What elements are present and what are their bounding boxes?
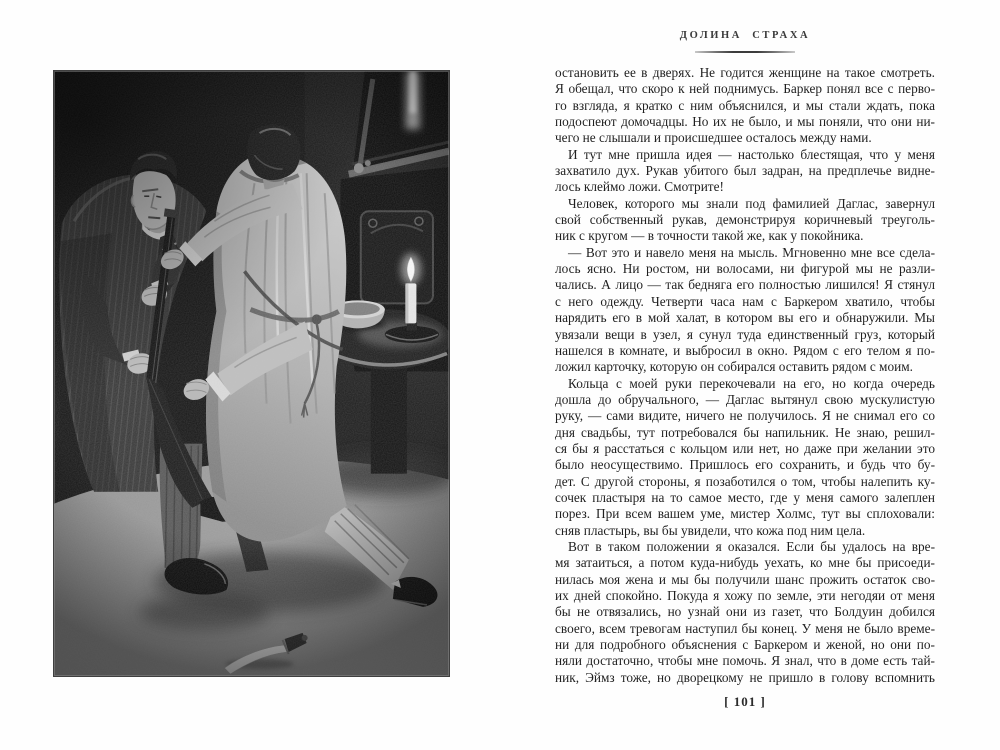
text-line: Я обещал, что скоро к ней поднимусь. Баркер понял все с перво-	[555, 81, 935, 97]
text-line: бы не отвязались, но узнай они из газет, что Болдуин добился	[555, 604, 935, 620]
text-line: ни для подробного объяснения с Баркером и женой, но они по-	[555, 637, 935, 653]
text-line: мя затаиться, а потом куда-нибудь уехать, ко мне бы присоеди-	[555, 555, 935, 571]
text-line: своего, всем тревогам наступил бы конец. У меня не было време-	[555, 620, 935, 636]
text-line: лось клеймо ложи. Смотрите!	[555, 179, 724, 195]
text-line: остановить ее в дверях. Не годится женщине на такое смотреть.	[555, 65, 935, 80]
text-line: чались. А лицо — так бедняга его полностью лишился! Я стянул	[555, 277, 935, 293]
text-line: ник, Эймз тоже, но дворецкому не пришло в голову вспомнить	[555, 669, 935, 685]
running-header: ДОЛИНА СТРАХА	[679, 30, 811, 41]
text-line: Человек, которого мы знали под фамилией Даглас, завернул	[568, 195, 935, 211]
text-line: было неосуществимо. Пришлось его сохранить, и будь что бу-	[555, 457, 935, 473]
text-line: Вот в таком положении я оказался. Если бы удалось на вре-	[568, 538, 935, 554]
text-line: подоспеют домочадцы. Но их не было, и мы поняли, что они ни-	[555, 114, 935, 130]
illustration-scene	[54, 71, 449, 676]
text-line: нилась моя жена и мы бы получили шанс прожить остаток сво-	[555, 571, 935, 587]
text-line: порез. При всем вашем уме, мистер Холмс, тут вы сплоховали:	[555, 506, 935, 522]
book-illustration	[53, 70, 450, 677]
text-line: увязали вещи в узел, я сунул туда единственный груз, который	[555, 326, 935, 342]
text-line: ложил карточку, которую он собирался оставить рядом с моим.	[555, 359, 913, 375]
text-line: дня свадьбы, тут потребовался бы напильник. Не знаю, решил-	[555, 424, 935, 440]
text-column	[555, 65, 935, 686]
text-line: нарядить его в мой халат, в котором вы его и обнаружили. Мы	[555, 310, 935, 326]
text-line: сняв пластырь, вы бы увидели, что кожа под ним цела.	[555, 522, 866, 538]
text-line: го взгляда, я кратко с ним объяснился, и мы стали ждать, пока	[555, 97, 935, 113]
text-line: дошла до обручального, — Даглас вытянул свою мускулистую	[555, 391, 935, 407]
text-line: лось ясно. Ни ростом, ни волосами, ни фигурой мы не разли-	[555, 261, 935, 277]
text-line: свой собственный рукав, демонстрируя коричневый треуголь-	[555, 212, 935, 228]
text-line: чего не слышали и происшедшее осталось между нами.	[555, 130, 872, 146]
text-line: нашелся в комнате, и выбросил в окно. Рядом с его телом я по-	[555, 342, 935, 358]
header-rule-ornament	[695, 51, 795, 53]
text-line: няли достаточно, чтобы мне помочь. Я знал, что в доме есть тай-	[555, 653, 935, 669]
text-line: И тут мне пришла идея — настолько блестящая, что у меня	[568, 146, 935, 162]
text-line: ся бы я расстаться с кольцом или нет, но даже при желании это	[555, 440, 935, 456]
text-line: сочек пластыря на то самое место, где у меня самого залеплен	[555, 489, 935, 505]
text-line: — Вот это и навело меня на мысль. Мгновенно мне все сдела-	[568, 244, 935, 260]
text-line: их дней спокойно. Покуда я хожу по земле, эти негодяи от меня	[555, 588, 935, 603]
text-line: руку, — сами видите, ничего не получилось. Я не снимал его со	[555, 408, 935, 424]
text-line: с него одежду. Четверти часа нам с Баркером хватило, чтобы	[555, 293, 935, 309]
text-line: ник с кругом — в точности такой же, как у покойника.	[555, 228, 864, 244]
page-number: [ 101 ]	[724, 694, 766, 709]
text-line: Кольца с моей руки перекочевали на его, но когда очередь	[568, 375, 935, 391]
text-line: дет. С другой стороны, я позаботился о том, чтобы налепить ку-	[555, 473, 935, 489]
text-line: захватило дух. Рукав убитого был задран, на предплечье видне-	[555, 163, 935, 179]
